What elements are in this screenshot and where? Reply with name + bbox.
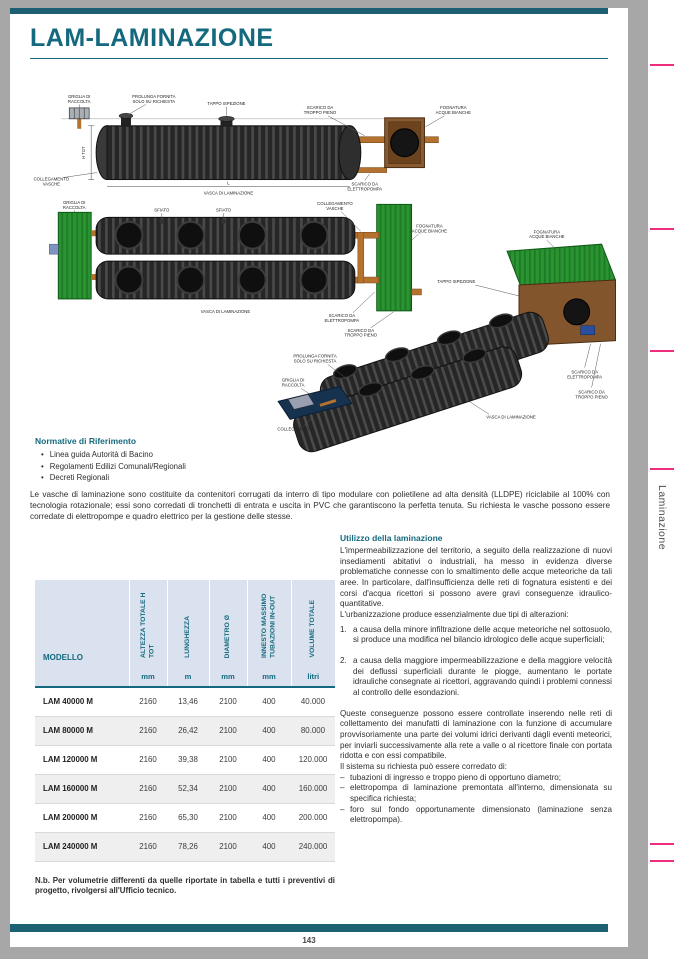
svg-text:VASCHE: VASCHE: [42, 181, 60, 187]
normative-heading: Normative di Riferimento: [35, 436, 137, 446]
label-fognatura: FOGNATURA: [533, 229, 561, 235]
list-item: – tubazioni di ingresso e troppo pieno di opportuno diametro;: [340, 772, 562, 782]
col-header-volume: VOLUME TOTALE: [291, 580, 335, 668]
table-row: LAM 80000 M 2160 26,42 2100 400 80.000: [35, 716, 335, 745]
dim-l: L: [227, 180, 230, 186]
section-side-tab: Laminazione: [656, 485, 668, 551]
side-view-diagram: [34, 94, 472, 196]
overflow-pipe: [356, 137, 387, 143]
svg-text:SOLO SU RICHIESTA: SOLO SU RICHIESTA: [293, 358, 337, 364]
label-collegamento: COLLEGAMENTO: [277, 426, 313, 432]
bullet: •: [41, 450, 44, 459]
label-sfiato-1: SFIATO: [154, 207, 170, 213]
dome: [239, 267, 266, 294]
label-troppo-pieno: SCARICO DA: [578, 389, 605, 395]
crop-mark: [650, 843, 674, 845]
list-item: 1. a causa della minore infiltrazione delle acque meteoriche nel sottosuolo, si produce una modifica nel bilancio idrologico delle acque superficiali;: [340, 624, 612, 645]
label-troppo-pieno: SCARICO DA: [347, 327, 375, 333]
tank-body-side: [107, 126, 350, 180]
list-item: • Decreti Regionali: [41, 473, 110, 483]
intro-paragraph: Le vasche di laminazione sono costituite da contenitori corrugati da interro di tipo modulare con polietilene ad alta densità (LLDPE) riciclabile al 100% con tecnologia rotazionale; essi sono corredati di tronchetti di entrata e uscita in PVC che garantiscono la perfetta tenuta. Su richiesta le vasche possono essere corredate di elettropompe e quadro elettrico per la gestione delle stesse.: [30, 490, 610, 521]
label-elettropompa: SCARICO DA: [351, 181, 379, 187]
table-row: LAM 240000 M 2160 78,26 2100 400 240.000: [35, 832, 335, 861]
svg-text:RACCOLTA: RACCOLTA: [62, 204, 86, 210]
svg-text:RACCOLTA: RACCOLTA: [281, 382, 305, 388]
vent: [159, 219, 164, 224]
col-header-innesto: INNESTO MASSIMO TUBAZIONI IN-OUT: [247, 580, 291, 668]
crop-mark: [650, 228, 674, 230]
label-vasca: VASCA DI LAMINAZIONE: [203, 190, 254, 196]
chamber-opening: [564, 299, 590, 325]
dome: [177, 222, 204, 249]
svg-text:ACQUE BIANCHE: ACQUE BIANCHE: [435, 109, 471, 115]
title-rule: [30, 58, 608, 59]
crop-mark: [650, 350, 674, 352]
paragraph: Il sistema su richiesta può essere corredato di:: [340, 762, 507, 772]
table-column: [35, 580, 335, 897]
label-elettropompa: SCARICO DA: [571, 369, 598, 375]
tank-connector-pipe: [358, 232, 364, 283]
table-row: LAM 160000 M 2160 52,34 2100 400 160.000: [35, 774, 335, 803]
svg-text:SOLO SU RICHIESTA: SOLO SU RICHIESTA: [132, 98, 176, 104]
col-header-lunghezza: LUNGHEZZA: [167, 580, 209, 668]
label-sfiato-2: SFIATO: [215, 207, 231, 213]
list-item: – foro sul fondo opportunamente dimensionato (laminazione senza elettropompa).: [340, 804, 612, 825]
dome: [116, 267, 143, 294]
numbered-list: [340, 625, 612, 699]
outlet-stub: [412, 289, 422, 295]
label-griglia: GRIGLIA DI: [62, 199, 86, 205]
crop-mark: [650, 468, 674, 470]
svg-text:ACQUE BIANCHE: ACQUE BIANCHE: [529, 234, 565, 240]
svg-text:ELETTROPOMPA: ELETTROPOMPA: [347, 186, 383, 192]
label-fognatura: FOGNATURA: [416, 223, 443, 229]
col-header-diametro: DIAMETRO Ø: [209, 580, 247, 668]
units-row: mm m mm mm litri: [35, 668, 335, 687]
dash-list: [340, 773, 612, 826]
label-prolunga: PROLUNGA FORNITA: [293, 353, 337, 359]
inlet-fitting: [49, 244, 58, 254]
label-tappo: TAPPO ISPEZIONE: [437, 279, 476, 284]
text-column: [340, 533, 612, 826]
footer-accent-bar: [10, 924, 608, 932]
label-elettropompa: SCARICO DA: [328, 312, 356, 318]
label-vasca: VASCA DI LAMINAZIONE: [200, 308, 251, 314]
pump-discharge-pipe: [356, 168, 387, 173]
document-page: [10, 8, 628, 947]
table-row: LAM 120000 M 2160 39,38 2100 400 120.000: [35, 745, 335, 774]
label-prolunga: PROLUNGA FORNITA: [132, 93, 176, 99]
inspection-cap: [219, 116, 235, 121]
label-collegamento: COLLEGAMENTO: [33, 176, 70, 182]
paragraph: L'impermeabilizzazione del territorio, a seguito della realizzazione di nuovi insediamenti abitativi o industriali, ha messo in evidenza diverse problematiche connesse con lo smaltimento delle acque meteoriche da tali aree. In particolare, dall'insufficienza delle reti di fognatura esistenti e dei corsi d'acqua ricettori si possono avere gravi conseguenze idraulico-quantitative.: [340, 546, 612, 609]
paragraph: L'urbanizzazione produce essenzialmente due tipi di alterazioni:: [340, 610, 569, 620]
col-header-altezza: ALTEZZA TOTALE H TOT: [129, 580, 167, 668]
svg-text:VASCHE: VASCHE: [326, 205, 344, 211]
label-tappo: TAPPO ISPEZIONE: [207, 100, 246, 106]
label-fognatura: FOGNATURA: [440, 104, 467, 110]
dome: [239, 222, 266, 249]
technical-diagram: [20, 85, 620, 481]
list-item: • Linea guida Autorità di Bacino: [41, 450, 153, 459]
crop-mark: [650, 860, 674, 862]
binding-margin-strip: [648, 0, 678, 959]
dome: [301, 267, 328, 294]
table-note: N.b. Per volumetrie differenti da quelle riportate in tabella e tutti i preventivi di progetto, rivolgersi all'Ufficio tecnico.: [35, 875, 335, 896]
svg-text:RACCOLTA: RACCOLTA: [67, 98, 91, 104]
dome: [301, 222, 328, 249]
models-table: [35, 580, 335, 862]
label-troppo-pieno: SCARICO DA: [306, 104, 334, 110]
crop-mark: [650, 64, 674, 66]
svg-text:TROPPO PIENO: TROPPO PIENO: [344, 332, 378, 338]
list-item: 2. a causa della maggiore impermeabilizzazione e della maggiore velocità dei deflussi superficiali durante le piogge, aumentano le portate idrauliche consegnate ai ricettori, aggravando quindi i problemi connessi al controllo delle esondazioni.: [340, 656, 612, 698]
table-row: LAM 40000 M 2160 13,46 2100 400 40.000: [35, 687, 335, 716]
svg-text:ELETTROPOMPA: ELETTROPOMPA: [567, 374, 603, 380]
page-number: 143: [302, 936, 316, 945]
bullet: •: [41, 461, 44, 471]
top-accent-bar: [10, 8, 608, 14]
svg-text:TROPPO PIENO: TROPPO PIENO: [303, 109, 337, 115]
dim-h-tot: H TOT: [81, 146, 87, 159]
bullet: •: [41, 473, 44, 483]
page-title: LAM-LAMINAZIONE: [30, 24, 274, 52]
svg-text:TROPPO PIENO: TROPPO PIENO: [575, 394, 608, 400]
dome: [177, 267, 204, 294]
svg-text:ACQUE BIANCHE: ACQUE BIANCHE: [411, 228, 448, 234]
dome: [116, 222, 143, 249]
top-view-diagram: [49, 200, 447, 338]
normative-section: [35, 436, 295, 484]
pump-unit: [581, 326, 595, 335]
label-vasca: VASCA DI LAMINAZIONE: [486, 414, 536, 420]
col-header-modello: MODELLO: [35, 580, 129, 687]
list-item: – elettropompa di laminazione premontata all'interno, dimensionata su specifica richiesta;: [340, 783, 612, 804]
label-griglia: GRIGLIA DI: [281, 377, 305, 383]
label-collegamento: COLLEGAMENTO: [317, 200, 353, 206]
outlet-channel: [377, 204, 412, 310]
manhole-opening: [391, 129, 419, 157]
vent: [221, 219, 226, 224]
paragraph: Queste conseguenze possono essere controllate inserendo nelle reti di collettamento dei manufatti di laminazione con la funzione di accumulare provvisoriamente una parte dei volumi idrici derivanti dagli eventi meteorici, per inviarli successivamente alla rete a valle o al ricettore finale con portata ridotta e con essi compatibile.: [340, 708, 612, 761]
svg-text:ELETTROPOMPA: ELETTROPOMPA: [324, 317, 360, 323]
inlet-grate-channel: [58, 212, 91, 299]
riser-cap: [119, 113, 133, 118]
table-row: LAM 200000 M 2160 65,30 2100 400 200.000: [35, 803, 335, 832]
label-griglia: GRIGLIA DI: [67, 93, 91, 99]
usage-heading: Utilizzo della laminazione: [340, 533, 443, 543]
list-item: • Regolamenti Edilizi Comunali/Regionali: [41, 461, 186, 471]
tank-right-end: [339, 126, 361, 180]
inlet-pipe: [77, 119, 81, 129]
